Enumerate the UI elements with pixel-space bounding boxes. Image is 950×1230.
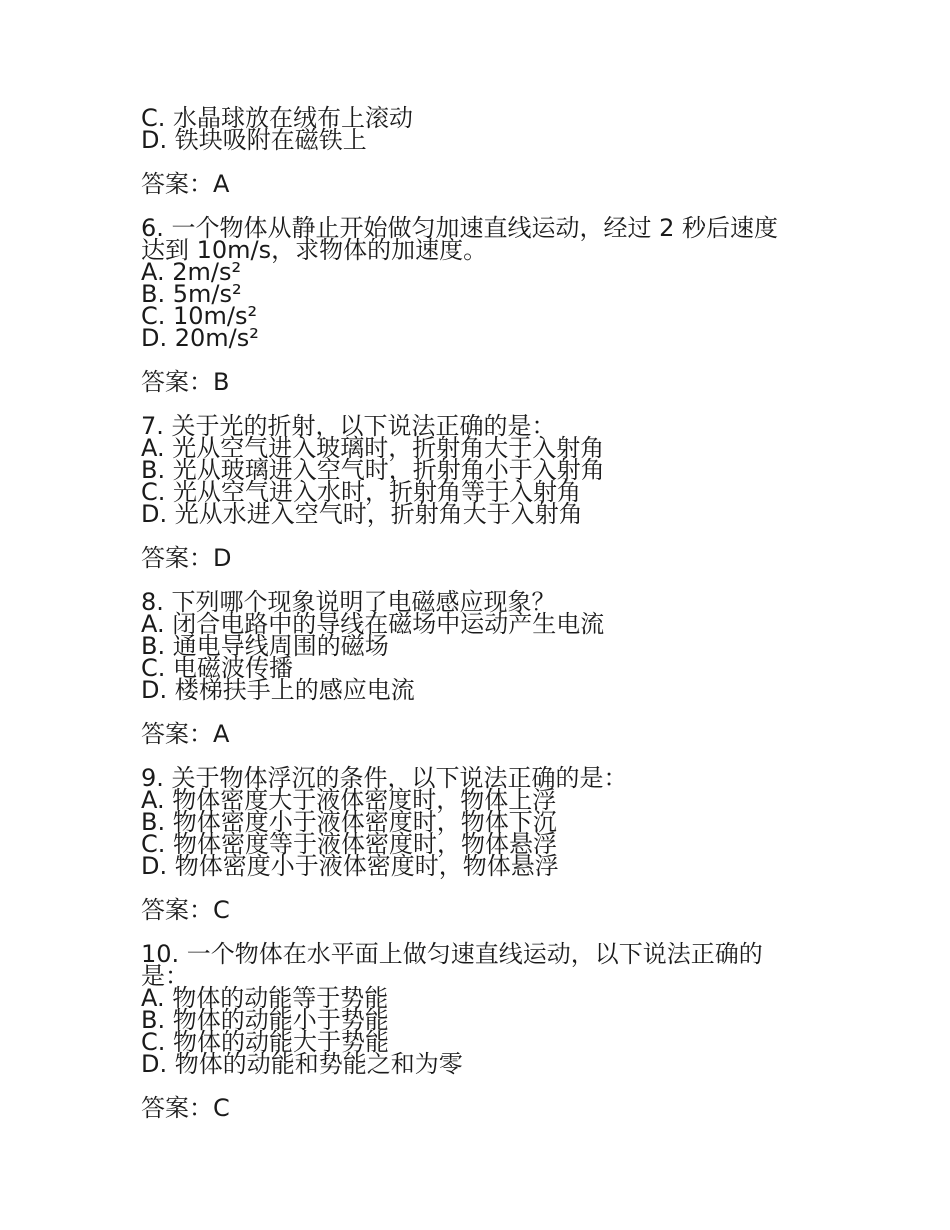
- answer-10: 答案：C: [141, 1094, 230, 1122]
- answer-5: 答案：A: [141, 170, 230, 198]
- question-10-text-line2: 是：: [141, 962, 189, 990]
- document-body: [141, 104, 821, 1141]
- question-9-block: [141, 764, 821, 924]
- question-8-text: 8. 下列哪个现象说明了电磁感应现象？: [141, 588, 556, 616]
- question-7-block: [141, 412, 821, 572]
- option-a: A. 物体的动能等于势能: [141, 984, 389, 1012]
- option-d: D. 铁块吸附在磁铁上: [141, 126, 367, 154]
- option-d: D. 光从水进入空气时，折射角大于入射角: [141, 500, 583, 528]
- option-c: C. 物体密度等于液体密度时，物体悬浮: [141, 830, 558, 858]
- question-6-block: [141, 214, 821, 396]
- option-d: D. 20m/s²: [141, 324, 259, 352]
- option-c: C. 物体的动能大于势能: [141, 1028, 390, 1056]
- question-6-text-line2: 达到 10m/s，求物体的加速度。: [141, 236, 488, 264]
- question-10-block: [141, 940, 821, 1122]
- question-6-text-line1: 6. 一个物体从静止开始做匀加速直线运动，经过 2 秒后速度: [141, 214, 779, 242]
- option-b: B. 物体密度小于液体密度时，物体下沉: [141, 808, 557, 836]
- question-8-block: [141, 588, 821, 748]
- question-7-text: 7. 关于光的折射，以下说法正确的是：: [141, 412, 556, 440]
- option-c: C. 10m/s²: [141, 302, 258, 330]
- option-a: A. 闭合电路中的导线在磁场中运动产生电流: [141, 610, 605, 638]
- option-c: C. 水晶球放在绒布上滚动: [141, 104, 414, 132]
- option-b: B. 物体的动能小于势能: [141, 1006, 389, 1034]
- answer-6: 答案：B: [141, 368, 230, 396]
- question-5-block: [141, 104, 821, 198]
- option-a: A. 物体密度大于液体密度时，物体上浮: [141, 786, 557, 814]
- option-c: C. 光从空气进入水时，折射角等于入射角: [141, 478, 582, 506]
- option-a: A. 光从空气进入玻璃时，折射角大于入射角: [141, 434, 605, 462]
- option-d: D. 物体的动能和势能之和为零: [141, 1050, 463, 1078]
- option-a: A. 2m/s²: [141, 258, 242, 286]
- option-d: D. 物体密度小于液体密度时，物体悬浮: [141, 852, 559, 880]
- answer-7: 答案：D: [141, 544, 232, 572]
- answer-9: 答案：C: [141, 896, 230, 924]
- option-d: D. 楼梯扶手上的感应电流: [141, 676, 415, 704]
- answer-8: 答案：A: [141, 720, 230, 748]
- option-b: B. 光从玻璃进入空气时，折射角小于入射角: [141, 456, 605, 484]
- question-10-text-line1: 10. 一个物体在水平面上做匀速直线运动，以下说法正确的: [141, 940, 763, 968]
- question-9-text: 9. 关于物体浮沉的条件，以下说法正确的是：: [141, 764, 628, 792]
- option-c: C. 电磁波传播: [141, 654, 294, 682]
- option-b: B. 通电导线周围的磁场: [141, 632, 389, 660]
- option-b: B. 5m/s²: [141, 280, 242, 308]
